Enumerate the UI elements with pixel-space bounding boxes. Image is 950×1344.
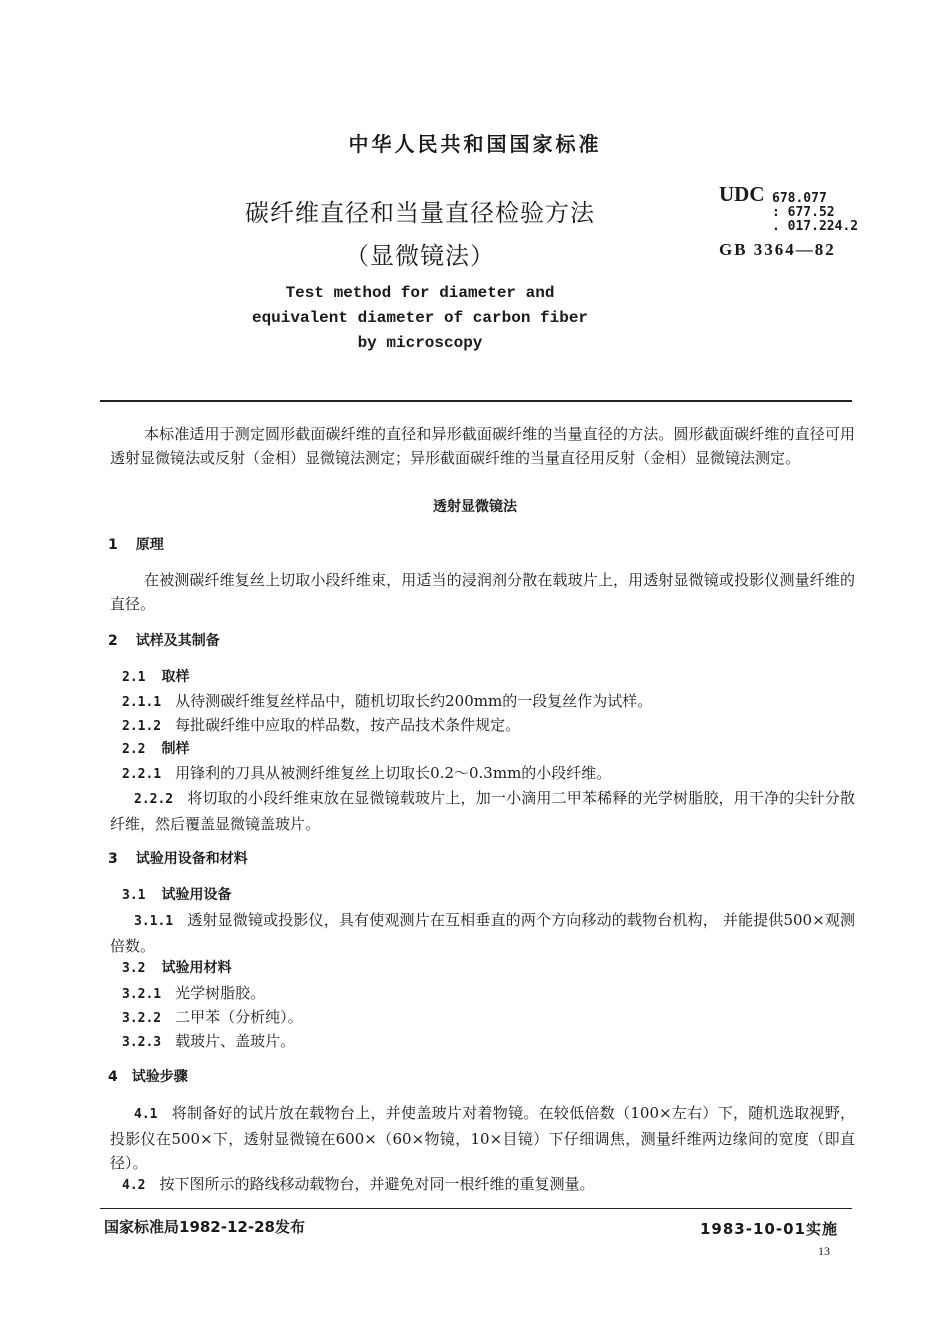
clause-3-1-1-number: 3.1.1 [134,914,174,929]
section-2-number: 2 [108,633,118,649]
clause-3-2-1-number: 3.2.1 [122,987,162,1002]
clause-3-2-2-number: 3.2.2 [122,1011,162,1026]
section-3-1-number: 3.1 [122,888,146,903]
clause-2-2-1 [122,762,611,783]
udc-code-3: . 017.224.2 [772,219,859,234]
method-heading: 透射显微镜法 [433,499,517,515]
section-1-title: 原理 [135,537,164,553]
section-3-1-heading [122,884,231,904]
clause-3-2-3 [122,1030,295,1051]
section-4-title: 试验步骤 [131,1069,188,1085]
title-english-line-2: equivalent diameter of carbon fiber [251,309,589,327]
clause-2-2-1-text: 用锋利的刀具从被测纤维复丝上切取长0.2～0.3mm的小段纤维。 [175,764,612,782]
clause-2-1-1 [122,690,652,711]
section-3-2-number: 3.2 [122,961,146,976]
section-2-heading [108,630,220,650]
udc-code-1: 678.077 [772,191,827,206]
clause-2-2-1-number: 2.2.1 [122,767,162,782]
intro-paragraph: 本标准适用于测定圆形截面碳纤维的直径和异形截面碳纤维的当量直径的方法。圆形截面碳纤维的直径可用透射显微镜法或反射（金相）显微镜法测定；异形截面碳纤维的当量直径用反射（金相）显微镜法测定。 [110,425,855,467]
clause-2-2-2-text: 将切取的小段纤维束放在显微镜载玻片上，加一小滴用二甲苯稀释的光学树脂胶，用干净的尖针分散纤维，然后覆盖显微镜盖玻片。 [110,789,855,833]
national-standard-heading: 中华人民共和国国家标准 [348,132,602,156]
section-3-1-title: 试验用设备 [161,887,232,903]
section-1-heading [108,534,164,554]
gb-standard-code: GB 3364—82 [719,240,836,259]
clause-2-1-1-text: 从待测碳纤维复丝样品中，随机切取长约200mm的一段复丝作为试样。 [175,692,653,710]
clause-2-2-2 [110,786,855,836]
clause-4-2-text: 按下图所示的路线移动载物台，并避免对同一根纤维的重复测量。 [159,1175,595,1193]
section-3-heading [108,848,248,868]
clause-2-2-2-number: 2.2.2 [134,792,174,807]
clause-4-1-text: 将制备好的试片放在载物台上，并使盖玻片对着物镜。在较低倍数（100×左右）下，随机选取视野，投影仪在500×下，透射显微镜在600×（60×物镜，10×目镜）下仔细调焦，测量纤维两边缘间的宽度（即直径）。 [110,1104,855,1172]
clause-3-1-1 [110,908,855,958]
issue-date: 国家标准局1982-12-28发布 [104,1218,305,1236]
section-3-2-heading [122,957,231,977]
section-3-2-title: 试验用材料 [161,960,232,976]
clause-3-2-2 [122,1006,303,1027]
section-1-number: 1 [108,537,118,553]
title-chinese: 碳纤维直径和当量直径检验方法 [245,199,595,227]
section-2-2-title: 制样 [161,741,190,757]
section-2-2-heading [122,738,189,758]
effective-date: 1983-10-01实施 [700,1220,838,1238]
section-2-title: 试样及其制备 [135,633,220,649]
udc-code-2: : 677.52 [772,205,835,220]
title-english-line-1: Test method for diameter and [285,284,555,302]
clause-3-1-1-text: 透射显微镜或投影仪，具有使观测片在互相垂直的两个方向移动的载物台机构， 并能提供500×观测倍数。 [110,911,855,955]
header-divider [100,400,852,402]
clause-2-1-1-number: 2.1.1 [122,695,162,710]
footer-divider [100,1208,852,1209]
clause-3-2-3-number: 3.2.3 [122,1035,162,1050]
clause-3-2-3-text: 载玻片、盖玻片。 [175,1032,296,1050]
clause-2-1-2 [122,714,520,735]
clause-4-2 [122,1173,595,1194]
clause-4-1-number: 4.1 [134,1107,158,1122]
clause-2-1-2-text: 每批碳纤维中应取的样品数，按产品技术条件规定。 [175,716,521,734]
section-3-title: 试验用设备和材料 [135,851,248,867]
section-4-number: 4 [108,1069,118,1085]
clause-4-2-number: 4.2 [122,1178,146,1193]
section-4-heading [108,1066,188,1086]
udc-label: UDC [719,182,765,206]
section-2-1-heading [122,666,189,686]
title-english-line-3: by microscopy [357,334,483,352]
section-1-text: 在被测碳纤维复丝上切取小段纤维束，用适当的浸润剂分散在载玻片上，用透射显微镜或投影仪测量纤维的直径。 [110,571,855,613]
section-2-1-title: 取样 [161,669,190,685]
section-3-number: 3 [108,851,118,867]
page-number: 13 [818,1244,830,1258]
clause-3-2-1 [122,982,265,1003]
clause-4-1 [110,1101,855,1175]
section-2-2-number: 2.2 [122,742,146,757]
section-2-1-number: 2.1 [122,670,146,685]
clause-3-2-2-text: 二甲苯（分析纯）。 [175,1008,303,1026]
clause-2-1-2-number: 2.1.2 [122,719,162,734]
title-chinese-subtitle: （显微镜法） [345,242,495,270]
clause-3-2-1-text: 光学树脂胶。 [175,984,266,1002]
